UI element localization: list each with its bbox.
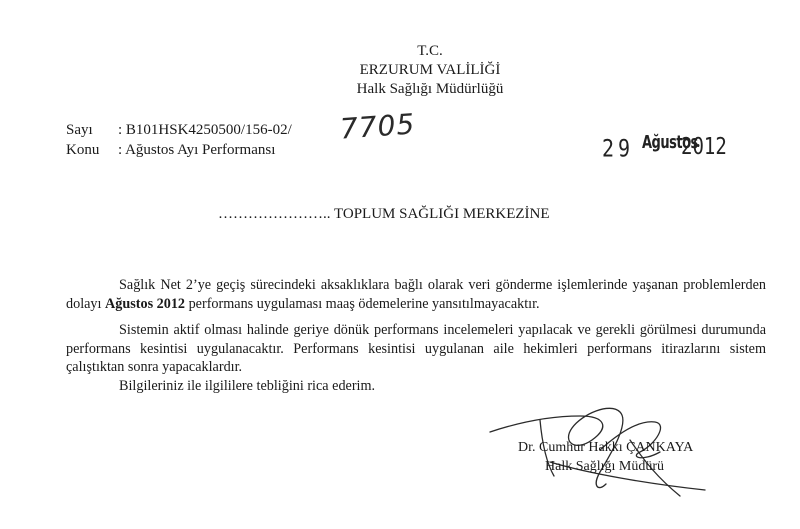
body-paragraph-3: Bilgileriniz ile ilgililere tebliğini rica ederim.	[119, 378, 376, 394]
signatory-name: Dr. Cumhur Hakkı ÇANKAYA	[518, 440, 694, 455]
para1-text-b: performans uygulaması maaş ödemelerine yansıtılmayacaktır.	[185, 295, 540, 312]
header-directorate: Halk Sağlığı Müdürlüğü	[356, 81, 504, 97]
date-stamp-day: 29	[602, 133, 635, 163]
date-stamp-year: 2012	[681, 133, 727, 161]
date-stamp-month: Ağustos	[642, 133, 698, 154]
header-governorship: ERZURUM VALİLİĞİ	[359, 62, 501, 78]
sayi-label: Sayı	[66, 122, 93, 138]
signatory-title: Halk Sağlığı Müdürü	[545, 459, 664, 474]
body-paragraph-2: Sistemin aktif olması halinde geriye dönük performans incelemeleri yapılacak ve gerekli görülmesi durumunda performans kesintisi uygulanacaktır. Performans kesintisi uygulanan aile hekimleri performans itirazlarını sistem çalıştıktan sonra yapacaklardır.	[66, 322, 766, 375]
konu-label: Konu	[66, 142, 100, 158]
para1-bold-period: Ağustos 2012	[105, 295, 186, 312]
header-tc: T.C.	[417, 43, 443, 59]
body-paragraph-1	[66, 276, 766, 313]
handwritten-reference-number: 7705	[338, 107, 417, 146]
addressee: ………………….. TOPLUM SAĞLIĞI MERKEZİNE	[218, 206, 550, 222]
konu-value: : Ağustos Ayı Performansı	[118, 142, 276, 158]
sayi-value: : B101HSK4250500/156-02/	[118, 122, 292, 138]
para1-text-a: Sağlık Net 2’ye geçiş sürecindeki aksaklıklara bağlı olarak veri gönderme işlemlerinde yaşanan problemlerden dolayı	[66, 277, 766, 312]
